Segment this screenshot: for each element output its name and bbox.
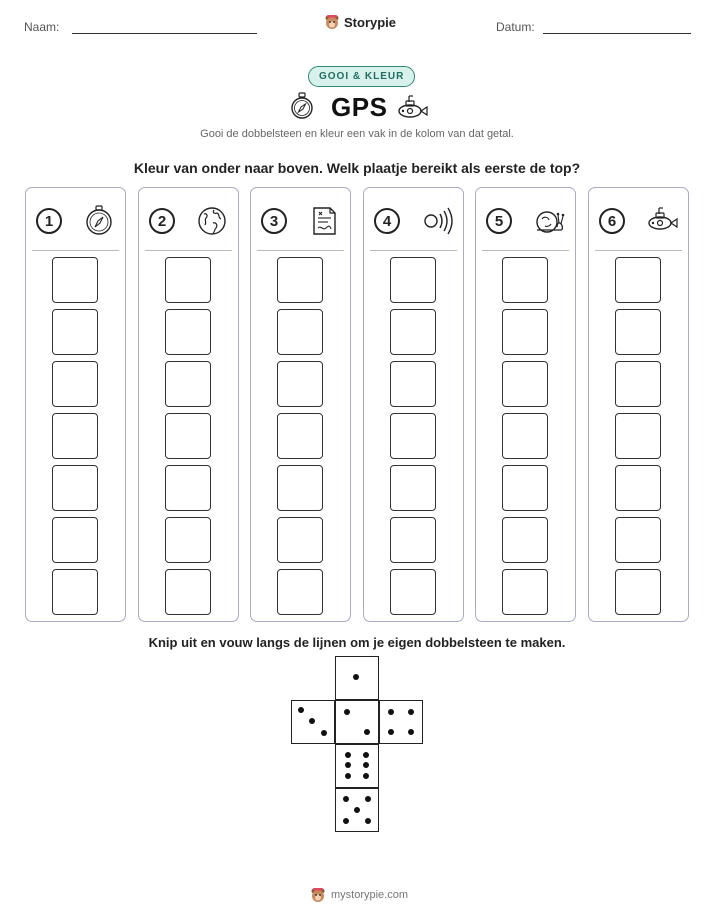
subtitle: Gooi de dobbelsteen en kleur een vak in de kolom van dat getal. (200, 128, 514, 140)
color-box[interactable] (615, 309, 661, 355)
column-divider (32, 250, 119, 251)
signal-icon (421, 204, 455, 238)
footer-url[interactable]: mystorypie.com (331, 889, 409, 901)
color-box[interactable] (502, 413, 548, 459)
color-box[interactable] (390, 413, 436, 459)
pip (354, 807, 360, 813)
color-box[interactable] (165, 413, 211, 459)
color-box[interactable] (390, 361, 436, 407)
color-box[interactable] (277, 517, 323, 563)
map-icon (308, 204, 342, 238)
submarine-icon (646, 204, 680, 238)
color-box[interactable] (52, 465, 98, 511)
color-box[interactable] (52, 569, 98, 615)
snail-icon (533, 204, 567, 238)
compass-icon (289, 92, 315, 120)
pip (364, 729, 370, 735)
color-box[interactable] (502, 465, 548, 511)
die-face-6 (335, 744, 379, 788)
column-6 (588, 187, 689, 622)
color-box[interactable] (165, 569, 211, 615)
color-box[interactable] (615, 361, 661, 407)
die-face-1 (335, 656, 379, 700)
column-2 (138, 187, 239, 622)
globe-icon (196, 204, 230, 238)
color-box[interactable] (502, 257, 548, 303)
column-3 (250, 187, 351, 622)
pip (343, 796, 349, 802)
color-box[interactable] (52, 517, 98, 563)
column-divider (595, 250, 682, 251)
color-box[interactable] (390, 465, 436, 511)
column-header (36, 202, 117, 240)
color-box[interactable] (165, 465, 211, 511)
column-divider (482, 250, 569, 251)
column-header (261, 202, 342, 240)
column-number: 4 (374, 208, 400, 234)
color-box[interactable] (52, 361, 98, 407)
pip (365, 796, 371, 802)
compass-icon (83, 204, 117, 238)
color-box[interactable] (277, 257, 323, 303)
column-4 (363, 187, 464, 622)
color-box[interactable] (615, 465, 661, 511)
pip (345, 773, 351, 779)
die-face-5 (335, 788, 379, 832)
column-number: 5 (486, 208, 512, 234)
footer (310, 887, 408, 903)
pip (408, 729, 414, 735)
color-box[interactable] (277, 309, 323, 355)
column-header (374, 202, 455, 240)
die-face-4 (379, 700, 423, 744)
color-box[interactable] (615, 257, 661, 303)
instruction: Kleur van onder naar boven. Welk plaatje bereikt als eerste de top? (133, 160, 581, 176)
color-box[interactable] (277, 361, 323, 407)
color-box[interactable] (165, 517, 211, 563)
color-box[interactable] (390, 257, 436, 303)
column-divider (370, 250, 457, 251)
color-box[interactable] (277, 413, 323, 459)
pip (345, 762, 351, 768)
pip (363, 773, 369, 779)
color-box[interactable] (615, 569, 661, 615)
pip (298, 707, 304, 713)
color-box[interactable] (52, 413, 98, 459)
pip (345, 752, 351, 758)
brand-name: Storypie (344, 14, 397, 30)
pip (353, 674, 359, 680)
column-1 (25, 187, 126, 622)
pip (363, 752, 369, 758)
color-box[interactable] (502, 517, 548, 563)
pip (321, 730, 327, 736)
brand-logo (324, 14, 396, 30)
pip (365, 818, 371, 824)
column-5 (475, 187, 576, 622)
color-box[interactable] (277, 465, 323, 511)
column-number: 3 (261, 208, 287, 234)
dice-instruction: Knip uit en vouw langs de lijnen om je eigen dobbelsteen te maken. (148, 635, 566, 650)
pip (344, 709, 350, 715)
category-badge: GOOI & KLEUR (308, 66, 415, 87)
color-box[interactable] (502, 361, 548, 407)
color-box[interactable] (52, 309, 98, 355)
color-box[interactable] (390, 569, 436, 615)
color-box[interactable] (165, 257, 211, 303)
pip (388, 729, 394, 735)
pip (363, 762, 369, 768)
pip (408, 709, 414, 715)
color-box[interactable] (165, 309, 211, 355)
die-face-2 (335, 700, 379, 744)
die-face-3 (291, 700, 335, 744)
bear-logo-icon (324, 14, 340, 30)
pip (388, 709, 394, 715)
color-box[interactable] (502, 569, 548, 615)
column-number: 6 (599, 208, 625, 234)
color-box[interactable] (390, 309, 436, 355)
pip (309, 718, 315, 724)
name-line[interactable] (72, 33, 257, 34)
color-box[interactable] (165, 361, 211, 407)
column-header (149, 202, 230, 240)
column-divider (257, 250, 344, 251)
color-box[interactable] (502, 309, 548, 355)
pip (343, 818, 349, 824)
color-box[interactable] (52, 257, 98, 303)
column-number: 2 (149, 208, 175, 234)
bear-logo-icon (310, 887, 326, 903)
column-header (599, 202, 680, 240)
page-title: GPS (331, 92, 388, 122)
column-header (486, 202, 567, 240)
column-number: 1 (36, 208, 62, 234)
color-box[interactable] (615, 517, 661, 563)
date-label: Datum: (496, 20, 535, 34)
submarine-icon (397, 94, 429, 120)
date-line[interactable] (543, 33, 691, 34)
color-box[interactable] (615, 413, 661, 459)
color-box[interactable] (277, 569, 323, 615)
column-divider (145, 250, 232, 251)
color-box[interactable] (390, 517, 436, 563)
name-label: Naam: (24, 20, 60, 34)
